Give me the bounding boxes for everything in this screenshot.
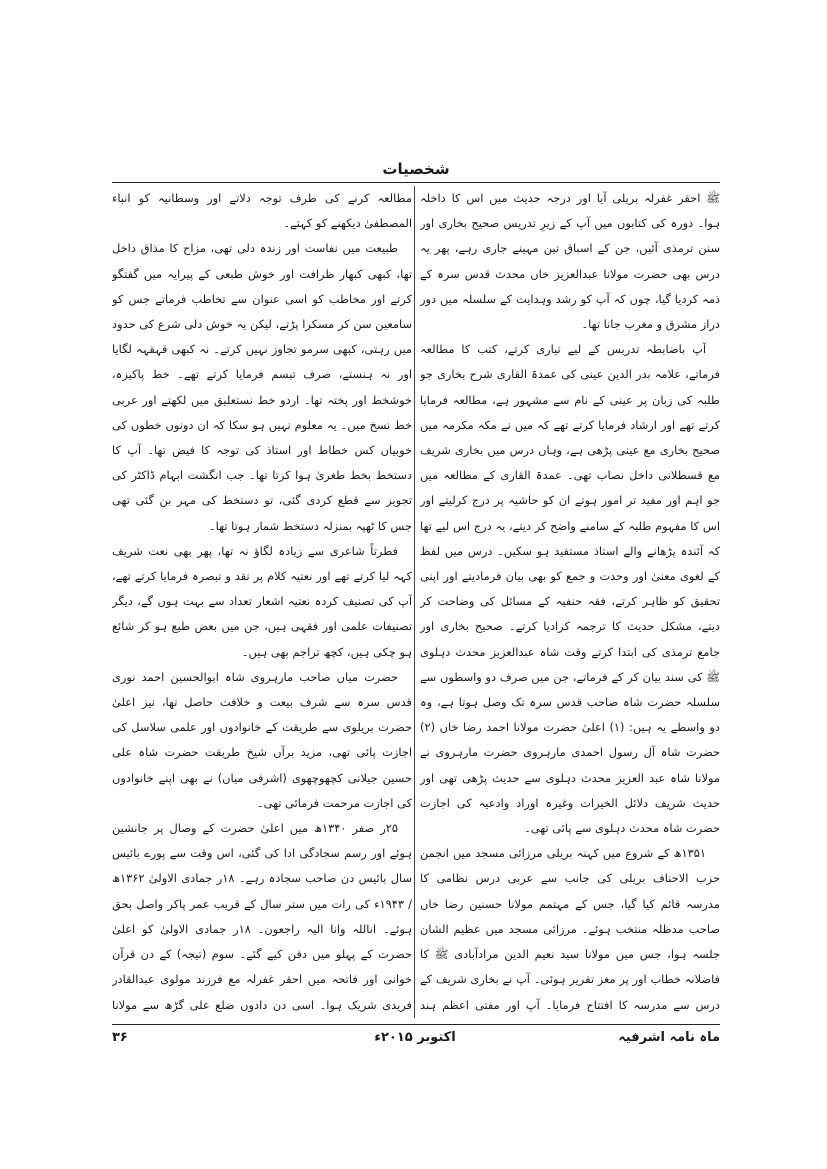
paragraph: طبیعت میں نفاست اور زندہ دلی تھی، مزاح کا مذاق داخل تھا، کبھی کبھار ظرافت اور خوش طبعی کے پیرایہ میں گفتگو کرتے اور مخاطب کو اسی عنوان سے تخاطب فرماتے جس کو سامعین سن کر مسکرا پڑتے، لیکن یہ خوش دلی شرع کی حدود میں رہتی، کبھی سرمو تجاوز نہیں کرتے۔ نہ کبھی قہقہہ لگایا اور نہ ہنستے، صرف تبسم فرمایا کرتے تھے۔ خط پاکیزہ، خوشخط اور پختہ تھا۔ اردو خط نستعلیق میں لکھتے اور عربی خط نسخ میں۔ یہ معلوم نہیں ہو سکا کہ ان دونوں خطوں کی خوبیاں کس خطاط اور استاذ کی توجہ کا فیض تھا۔ آپ کا دستخط بخط طغریٰ ہوا کرتا تھا۔ جب انگشت ابہام ڈاکٹر کی تجویز سے قطع کردی گئی، تو دستخط کی مہر بن گئی تھی جس کا ٹھپہ بمنزلہ دستخط شمار ہوتا تھا۔ — [112, 241, 412, 533]
left-column — [112, 186, 412, 1018]
column-divider — [414, 186, 415, 1018]
footer-page-number: ۳۶ — [112, 1030, 128, 1045]
paragraph: حضرت میاں صاحب مارہروی شاہ ابوالحسین احمد نوری قدس سرہ سے شرف بیعت و خلافت حاصل تھا، نیز اعلیٰ حضرت بریلوی سے طریقت کے خانوادوں اور علمی سلاسل کی اجازت پائی تھی، مزید برآں شیخ طریقت حضرت شاہ علی حسین جیلانی کچھوچھوی (اشرفی میاں) نے بھی اپنے خانوادوں کی اجازت مرحمت فرمائی تھی۔ — [112, 669, 412, 810]
footer-date: اکتوبر ۲۰۱۵ء — [374, 1030, 456, 1045]
footer-magazine-title: ماہ نامہ اشرفیہ — [618, 1030, 720, 1045]
right-column — [420, 186, 720, 1018]
section-header: شخصیات — [382, 160, 450, 178]
paragraph: فطرتاً شاعری سے زیادہ لگاؤ نہ تھا، پھر بھی نعت شریف کہہ لیا کرتے تھے اور نعتیہ کلام پر نقد و تبصرہ فرمایا کرتے تھے، آپ کی تصنیف کردہ نعتیہ اشعار تعداد سے بہت ہوں گے، دیگر تصنیفات علمی اور فقہی ہیں، جن میں بعض طبع ہو کر شائع ہو چکی ہیں، کچھ تراجم بھی ہیں۔ — [112, 543, 412, 659]
paragraph: ﷺ احقر غفرلہ بریلی آیا اور درجہ حدیث میں اس کا داخلہ ہوا۔ دورہ کی کتابوں میں آپ کے زیرِ تدریس صحیح بخاری اور سنن ترمذی آئیں، جن کے اسباق تین مہینے جاری رہے، پھر یہ درس بھی حضرت مولانا عبدالعزیز خاں محدث قدس سرہ کے ذمہ کردیا گیا، چوں کہ آپ کو رشد وہدایت کے سلسلہ میں دور دراز مشرق و مغرب جانا تھا۔ — [420, 191, 720, 332]
paragraph: آپ باضابطہ تدریس کے لیے تیاری کرتے، کتب کا مطالعہ فرماتے، علامہ بدر الدین عینی کی عمدۃ القاری شرح بخاری جو طلبہ کی زبان پر عینی کے نام سے مشہور ہے، مطالعہ فرمایا کرتے تھے اور ارشاد فرمایا کرتے تھے کہ میں نے مکہ مکرمہ میں صحیح بخاری مع عینی پڑھی ہے، وہاں درس میں بخاری شریف مع قسطلانی داخل نصاب تھی۔ عمدۃ القاری کے مطالعہ میں جو اہم اور مفید تر امور ہوتے ان کو حاشیہ پر درج کرلیتے اور اس کا مفہوم طلبہ کے سامنے واضح کر دیتے، یہ درج اس لیے تھا کہ آئندہ پڑھانے والے استاذ مستفید ہو سکیں۔ درس میں لفظ کے لغوی معنیٰ اور وحدت و جمع کو بھی بیان فرمادیتے اور اپنی تحقیق کو ظاہر کرتے، فقہ حنفیہ کے مسائل کی وضاحت کر دیتے، مشکل حدیث کا ترجمہ کرادیا کرتے۔ صحیح بخاری اور جامع ترمذی کی ابتدا کرتے وقت شاہ عبدالعزیز محدث دہلوی ﷺ کی سند بیان کر کے فرماتے، جن میں صرف دو واسطوں سے سلسلہ حضرت شاہ صاحب قدس سرہ تک وصل ہوتا ہے، وہ دو واسطے یہ ہیں: (۱) اعلیٰ حضرت مولانا احمد رضا خاں (۲) حضرت شاہ آل رسول احمدی مارہروی حضرت مارہروی نے مولانا شاہ عبد العزیز محدث دہلوی سے حدیث پڑھی تھی اور حدیث شریف دلائل الخیرات وغیرہ اوراد وادعیہ کی اجازت حضرت شاہ محدث دہلوی سے پائی تھی۔ — [420, 342, 720, 836]
bottom-rule — [112, 1024, 720, 1025]
paragraph: ۱۳۵۱ھ کے شروع میں کہنہ بریلی مرزائی مسجد میں انجمن حزب الاحناف بریلی کی جانب سے عربی درس نظامی کا مدرسہ قائم کیا گیا، جس کے مہتمم مولانا حسنین رضا خاں صاحب مدظلہ منتخب ہوئے۔ مرزائی مسجد میں عظیم الشان جلسہ ہوا، جس میں مولانا سید نعیم الدین مرادآبادی ﷺ کا فاضلانہ خطاب اور پر مغز تقریر ہوئی۔ آپ نے بخاری شریف کے درس سے مدرسہ کا افتتاح فرمایا۔ آپ اور مفتی اعظم ہند — [420, 846, 720, 1012]
top-rule — [112, 182, 720, 183]
paragraph: ۲۵ر صفر ۱۳۴۰ھ میں اعلیٰ حضرت کے وصال پر جانشین ہوئے اور رسم سجادگی ادا کی گئی، اس وقت سے پورے بائیس سال بائیس دن صاحب سجادہ رہے۔ ۱۸ر جمادی الاولیٰ ۱۳۶۲ھ / ۱۹۴۳ء کی رات میں ستر سال کے قریب عمر پاکر واصل بحق ہوئے۔ اناللہ وانا الیہ راجعون۔ ۱۸ر جمادی الاولیٰ کو اعلیٰ حضرت کے پہلو میں دفن کیے گئے۔ سوم (تیجہ) کے دن قرآن خوانی اور فاتحہ میں احقر غفرلہ مع فرزند مولوی عبدالقادر فریدی شریک ہوا۔ اسی دن دادوں ضلع علی گڑھ سے مولانا — [112, 821, 412, 1012]
paragraph: مطالعہ کرنے کی طرف توجہ دلاتے اور وسطانیہ کو انباء المصطفیٰ دیکھنے کو کہتے۔ — [112, 191, 412, 231]
